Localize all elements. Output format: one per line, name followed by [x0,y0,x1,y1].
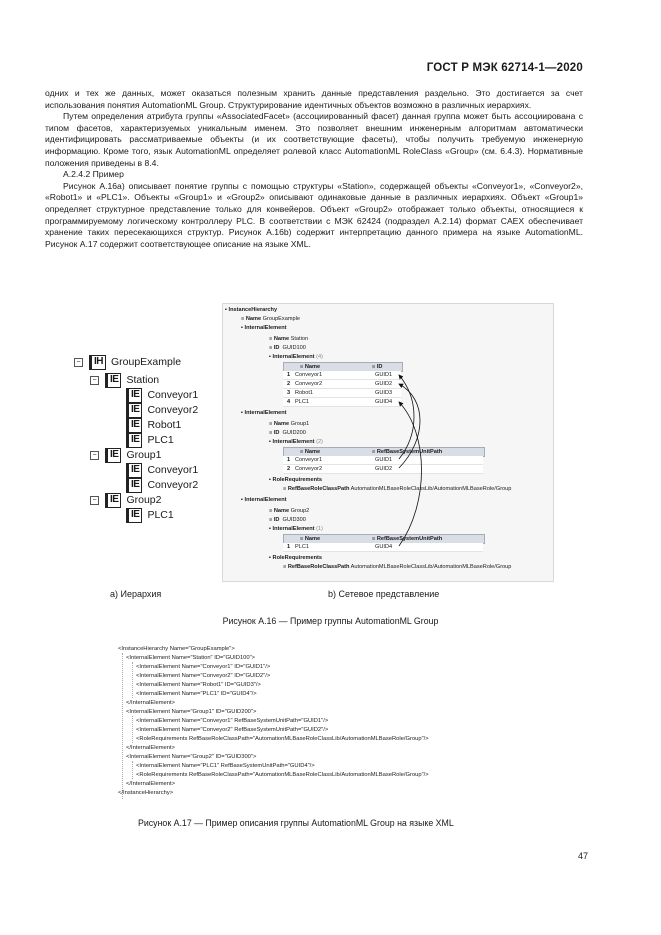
net-internal-element-list[interactable]: ▪ InternalElement (1) [269,526,323,532]
net-name-row: ≡ Name Group2 [269,508,310,514]
net-label: InternalElement [272,439,315,445]
collapse-toggle-icon[interactable]: − [74,358,83,367]
row-name: Robot1 [295,390,314,396]
internal-element-icon: IE [126,418,142,433]
xml-listing [118,645,518,803]
page-number: 47 [577,851,588,861]
row-id: GUID3 [375,390,393,396]
tree-node-conveyor2[interactable] [126,403,198,417]
row-id: GUID2 [375,381,393,387]
paragraph-1: одних и тех же данных, может оказаться полезным хранить данные представления раздельно. Это достигается за счет использования понятия AutomationML Group. Структурирование идентичных объектов возможно в различных иерархиях. [45,88,583,110]
tree-node-group1-conveyor1[interactable] [126,463,198,477]
net-label: InternalElement [272,526,315,532]
xml-line: <RoleRequirements RefBaseRoleClassPath="AutomationMLBaseRoleClassLib/AutomationMLBaseRole/Group"/> [136,772,429,778]
tree-node-label: PLC1 [147,434,174,446]
row-index: 2 [287,466,291,472]
net-ref-role-row: ≡ RefBaseRoleClassPath AutomationMLBaseRoleClassLib/AutomationMLBaseRole/Group [283,564,512,570]
net-count: (4) [316,354,323,360]
net-label: RoleRequirements [272,555,322,561]
caption-b-network: b) Сетевое представление [328,589,440,599]
tree-node-label: Conveyor2 [147,479,199,491]
net-internal-element-list[interactable]: ▪ InternalElement (2) [269,439,323,445]
indent-guide [132,761,133,779]
internal-element-icon: IE [105,448,121,463]
net-name-row: ≡ Name Group1 [269,421,310,427]
tree-node-station[interactable] [90,373,159,387]
net-table-header: ≡ Name ≡ RefBaseSystemUnitPath [283,534,485,544]
row-ref: GUID2 [375,466,393,472]
net-col-name: Name [304,449,321,455]
net-label: InternalElement [272,354,315,360]
tree-node-group1[interactable] [90,448,161,462]
tree-node-label: Robot1 [147,419,182,431]
net-key: Name [245,316,262,322]
body-text [45,88,583,250]
net-col-ref: RefBaseSystemUnitPath [376,536,443,542]
arrow-guid4-ref [399,402,422,546]
row-name: Conveyor1 [295,457,323,463]
row-index: 1 [287,544,291,550]
internal-element-icon: IE [126,463,142,478]
internal-element-icon: IE [126,403,142,418]
net-instance-hierarchy[interactable]: ▪ InstanceHierarchy [225,307,278,313]
net-value: GUID300 [282,517,306,523]
tree-node-plc1[interactable] [126,433,174,447]
net-key: Name [273,421,290,427]
figure-a16-caption: Рисунок A.16 — Пример группы AutomationML Group [222,616,439,626]
tree-node-group1-conveyor2[interactable] [126,478,198,492]
net-key: ID [273,430,280,436]
net-col-name: Name [304,536,321,542]
net-label: InternalElement [244,325,287,331]
row-id: GUID1 [375,372,393,378]
net-value: GUID100 [282,345,306,351]
row-name: Conveyor2 [295,466,323,472]
tree-node-group2[interactable] [90,493,161,507]
net-name-row: ≡ Name Station [269,336,309,342]
row-index: 2 [287,381,291,387]
xml-line: </InternalElement> [126,700,175,706]
tree-node-robot1[interactable] [126,418,181,432]
internal-element-icon: IE [105,373,121,388]
tree-node-label: GroupExample [111,356,182,368]
internal-element-icon: IE [126,478,142,493]
tree-node-label: PLC1 [147,509,174,521]
reference-arrows [223,304,553,581]
net-internal-element-station[interactable]: ▪ InternalElement [241,325,287,331]
internal-element-icon: IE [126,388,142,403]
xml-line: <InternalElement Name="Station" ID="GUID100"> [126,655,256,661]
net-ref-role-row: ≡ RefBaseRoleClassPath AutomationMLBaseRoleClassLib/AutomationMLBaseRole/Group [283,486,512,492]
net-key: Name [273,508,290,514]
net-label: InternalElement [244,410,287,416]
collapse-toggle-icon[interactable]: − [90,451,99,460]
net-internal-element-group1[interactable]: ▪ InternalElement [241,410,287,416]
row-index: 1 [287,372,291,378]
xml-line: <InternalElement Name="Robot1" ID="GUID3"/> [136,682,261,688]
net-key: ID [273,517,280,523]
net-col-ref: RefBaseSystemUnitPath [376,449,443,455]
paragraph-2: Путем определения атрибута группы «AssociatedFacet» (ассоциированный фасет) данная группа может быть ассоциирована с типом фасетов, характеризуемых уникальным именем. Это позволяет внешним инженерным алгоритмам автоматически идентифицировать рассматриваемые объекты (и их соответствующие фасеты), чтобы получить требуемую инженерную информацию. Кроме того, язык AutomationML определяет ролевой класс AutomationML RoleClass «Group» (см. 6.4.3). Нормативные положения приведены в 8.4. [45,111,583,168]
paragraph-3: Рисунок A.16a) описывает понятие группы с помощью структуры «Station», содержащей объекты «Conveyor1», «Conveyor2», «Robot1» и «PLC1». Объекты «Group1» и «Group2» описывают одинаковые данные в различных иерархиях. Объект «Group1» определяет структурное представление только для конвейеров. Объект «Group2» отображает только объекты, относящиеся к программируемому логическому контроллеру PLC. В соответствии с МЭК 62424 (подраздел A.2.14) формат CAEX обеспечивает хранение таких пересекающихся структур. Рисунок A.16b) содержит интерпретацию данного примера на языке AutomationML. Рисунок A.17 содержит соответствующее описание на языке XML. [45,180,583,249]
document-header: ГОСТ Р МЭК 62714-1—2020 [426,62,583,74]
section-heading: A.2.4.2 Пример [63,169,124,180]
net-id-row: ≡ ID GUID300 [269,517,306,523]
net-label: InternalElement [244,497,287,503]
network-view-panel [222,303,554,582]
xml-line: <RoleRequirements RefBaseRoleClassPath="AutomationMLBaseRoleClassLib/AutomationMLBaseRole/Group"/> [136,736,429,742]
internal-element-icon: IE [126,433,142,448]
row-index: 1 [287,457,291,463]
xml-line: <InternalElement Name="Conveyor1" RefBaseSystemUnitPath="GUID1"/> [136,718,329,724]
row-name: PLC1 [295,544,309,550]
net-key: Name [273,336,290,342]
internal-element-icon: IE [105,493,121,508]
tree-node-label: Station [126,374,160,386]
net-count: (2) [316,439,323,445]
indent-guide [132,716,133,743]
row-name: PLC1 [295,399,309,405]
net-table-header: ≡ Name ≡ RefBaseSystemUnitPath [283,447,485,457]
tree-node-label: Conveyor2 [147,404,199,416]
collapse-toggle-icon[interactable]: − [90,496,99,505]
xml-line: <InternalElement Name="Group1" ID="GUID200"> [126,709,257,715]
xml-line: <InternalElement Name="Conveyor1" ID="GUID1"/> [136,664,271,670]
row-ref: GUID4 [375,544,393,550]
net-name-row: ≡ Name GroupExample [241,316,300,322]
indent-guide [122,653,123,799]
xml-line: <InternalElement Name="Conveyor2" RefBaseSystemUnitPath="GUID2"/> [136,727,329,733]
net-label: RoleRequirements [272,477,322,483]
xml-line: <InstanceHierarchy Name="GroupExample"> [118,646,235,652]
caption-a-hierarchy: а) Иерархия [110,589,162,599]
internal-element-icon: IE [126,508,142,523]
row-ref: GUID1 [375,457,393,463]
tree-node-conveyor1[interactable] [126,388,198,402]
net-role-requirements[interactable]: ▪ RoleRequirements [269,477,322,483]
net-table-header: ≡ Name ≡ ID [283,362,403,372]
net-value: GUID200 [282,430,306,436]
net-value: AutomationMLBaseRoleClassLib/AutomationMLBaseRole/Group [350,486,512,492]
row-index: 4 [287,399,291,405]
net-internal-element-list[interactable]: ▪ InternalElement (4) [269,354,323,360]
net-col-name: Name [304,364,321,370]
net-role-requirements[interactable]: ▪ RoleRequirements [269,555,322,561]
indent-guide [132,662,133,698]
xml-line: </InternalElement> [126,781,175,787]
net-id-row: ≡ ID GUID100 [269,345,306,351]
collapse-toggle-icon[interactable]: − [90,376,99,385]
net-internal-element-group2[interactable]: ▪ InternalElement [241,497,287,503]
tree-node-group2-plc1[interactable] [126,508,174,522]
net-id-row: ≡ ID GUID200 [269,430,306,436]
tree-node-groupexample[interactable] [74,355,181,369]
row-name: Conveyor1 [295,372,323,378]
tree-node-label: Conveyor1 [147,464,199,476]
net-label: InstanceHierarchy [228,307,278,313]
net-value: AutomationMLBaseRoleClassLib/AutomationMLBaseRole/Group [350,564,512,570]
net-key: RefBaseRoleClassPath [287,564,350,570]
xml-line: </InternalElement> [126,745,175,751]
tree-node-label: Group2 [126,494,162,506]
xml-line: <InternalElement Name="Conveyor2" ID="GUID2"/> [136,673,271,679]
tree-node-label: Group1 [126,449,162,461]
row-index: 3 [287,390,291,396]
xml-line: <InternalElement Name="PLC1" ID="GUID4"/> [136,691,257,697]
net-value: Station [290,336,309,342]
net-count: (1) [316,526,323,532]
net-key: RefBaseRoleClassPath [287,486,350,492]
xml-line: </InstanceHierarchy> [118,790,174,796]
row-name: Conveyor2 [295,381,323,387]
xml-line: <InternalElement Name="PLC1" RefBaseSystemUnitPath="GUID4"/> [136,763,315,769]
net-value: Group1 [290,421,310,427]
instance-hierarchy-icon: IH [89,355,106,370]
row-id: GUID4 [375,399,393,405]
figure-a17-caption: Рисунок A.17 — Пример описания группы AutomationML Group на языке XML [138,818,454,828]
xml-line: <InternalElement Name="Group2" ID="GUID300"> [126,754,257,760]
net-value: Group2 [290,508,310,514]
net-value: GroupExample [262,316,300,322]
tree-node-label: Conveyor1 [147,389,199,401]
net-key: ID [273,345,280,351]
arrow-guid1-ref [399,375,414,459]
net-col-id: ID [376,364,383,370]
